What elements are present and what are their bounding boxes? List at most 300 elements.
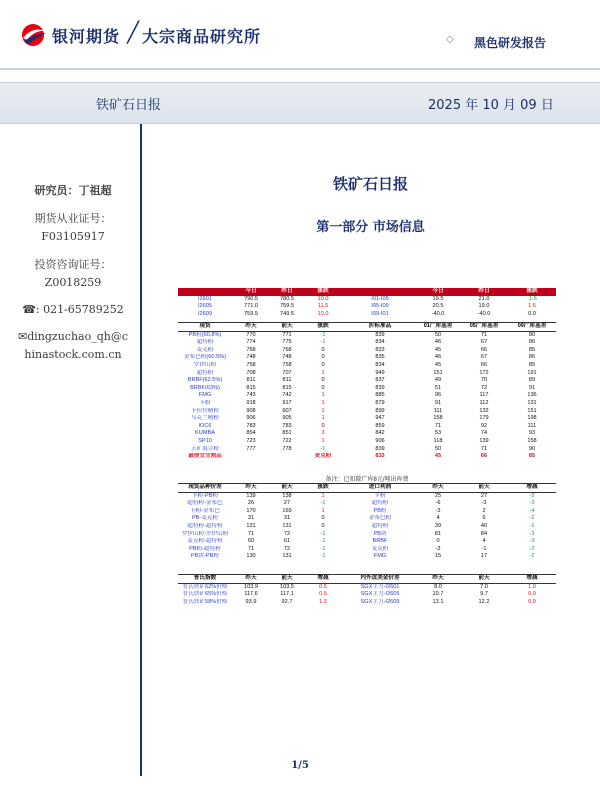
consult-label: 投资咨询证号： — [34, 258, 112, 271]
table-cell: 758 — [282, 361, 292, 368]
table-cell: 758 — [246, 361, 256, 368]
best-delivery-row — [178, 453, 556, 461]
diamond-icon: ◇ — [446, 34, 454, 45]
table-cell: 89 — [528, 377, 536, 384]
table-cell: 748 — [282, 354, 292, 361]
table-cell: 775 — [282, 339, 292, 346]
table-cell: 涨跌 — [317, 484, 329, 490]
table-cell: I2601 — [198, 295, 212, 302]
table-cell: 71 — [480, 331, 488, 338]
table-cell: 前天 — [478, 484, 490, 490]
spot-table — [178, 322, 556, 461]
table-cell: 131 — [527, 399, 537, 406]
futures-table — [178, 288, 556, 318]
table-cell: -2 — [529, 545, 535, 552]
table-cell: 1.5 — [528, 303, 536, 310]
table-cell: -3 — [529, 538, 535, 545]
table-cell: -3 — [529, 530, 535, 537]
table-cell: 50 — [434, 445, 442, 452]
table-cell: 947 — [375, 415, 385, 422]
table-cell: 13.1 — [432, 598, 444, 605]
table-header-row — [178, 322, 556, 332]
email-line-1[interactable]: ✉dingzuchao_qh@c — [18, 330, 128, 343]
table-cell: 09广库基差 — [517, 323, 547, 329]
table-cell: I2605 — [198, 303, 212, 310]
table-cell: 151 — [527, 407, 537, 414]
table-cell: SGX主力-I2605 — [360, 591, 400, 598]
table-cell: 53 — [434, 430, 442, 437]
table-cell: 05广库基差 — [469, 323, 499, 329]
table-cell: 131 — [282, 522, 292, 529]
report-type: 黑色研发报告 — [474, 36, 547, 50]
table-cell: 748 — [246, 354, 256, 361]
table-row — [178, 515, 556, 523]
table-cell: 6 — [482, 515, 486, 522]
table-row — [178, 599, 556, 607]
table-cell: 31 — [247, 515, 255, 522]
table-cell: I05-I09 — [371, 303, 389, 310]
table-row — [178, 303, 556, 311]
table-cell: 0 — [321, 522, 325, 529]
table-cell: 前天 — [478, 575, 490, 581]
table-cell: 普氏铁矿62%价格 — [182, 583, 228, 590]
band-title: 铁矿石日报 — [96, 98, 162, 113]
table-cell: 71 — [434, 422, 442, 429]
table-cell: 卡拉拉精粉 — [191, 407, 219, 414]
table-cell: PB粉-超特粉 — [189, 545, 221, 552]
table-cell: 1 — [321, 399, 325, 406]
table-cell: 811 — [246, 377, 256, 384]
phone: ☎: 021-65789252 — [22, 303, 124, 316]
table-row — [178, 591, 556, 599]
table-cell: 21.0 — [478, 295, 490, 302]
table-cell: BRBF(62.5%) — [187, 377, 223, 384]
table-cell: 91 — [434, 399, 442, 406]
table-cell: 112 — [479, 399, 489, 406]
table-cell: 777 — [246, 445, 256, 452]
table-cell: 71 — [480, 445, 488, 452]
table-cell: 普氏指数 — [193, 575, 217, 581]
table-cell: 839 — [375, 445, 385, 452]
table-cell: 103.5 — [280, 583, 294, 590]
table-cell: 现货 — [199, 323, 211, 329]
table-cell: 11.5 — [317, 303, 329, 310]
table-cell: 723 — [246, 437, 256, 444]
table-cell: 93 — [528, 430, 536, 437]
table-cell: FMG — [198, 392, 212, 399]
table-cell: 19.0 — [478, 303, 490, 310]
table-cell: 45 — [434, 361, 442, 368]
table-cell: 66 — [480, 453, 488, 460]
table-cell: 进口利润 — [368, 484, 392, 490]
table-cell: 8.0 — [434, 583, 442, 590]
table-cell: KUMBA — [195, 430, 215, 437]
table-cell: 罗伊山粉-罗伊山粉 — [181, 530, 229, 537]
table-cell: 罗伊山粉 — [193, 361, 217, 368]
table-cell: 118 — [433, 437, 443, 444]
table-cell: -1 — [320, 500, 326, 507]
table-cell: 增减 — [526, 484, 538, 490]
table-cell: 749.5 — [280, 310, 294, 317]
table-cell: 01广库基差 — [423, 323, 453, 329]
table-cell: -1.5 — [527, 295, 537, 302]
table-cell: -1 — [320, 538, 326, 545]
table-cell: 1 — [321, 369, 325, 376]
table-cell: 0 — [321, 346, 325, 353]
table-cell: 0 — [321, 422, 325, 429]
table-cell: 136 — [527, 392, 537, 399]
table-cell: 17 — [480, 553, 488, 560]
table-cell: 722 — [282, 437, 292, 444]
table-cell: 770 — [246, 331, 256, 338]
table-row — [178, 584, 556, 592]
table-cell: 0 — [321, 354, 325, 361]
table-cell: 839 — [375, 331, 385, 338]
table-cell: I2609 — [198, 310, 212, 317]
table-cell: 93.9 — [245, 598, 257, 605]
table-cell: 783 — [282, 422, 292, 429]
table-cell: -1 — [529, 522, 535, 529]
consult-number: Z0018259 — [44, 276, 102, 289]
index-table — [178, 574, 556, 606]
table-cell: 811 — [282, 377, 292, 384]
table-cell: 最便宜交割品 — [188, 453, 222, 460]
table-cell: 昨天 — [245, 323, 257, 329]
table-row — [178, 438, 556, 446]
table-cell: 837 — [375, 377, 385, 384]
table-cell: 71 — [247, 530, 255, 537]
table-cell: 71 — [247, 545, 255, 552]
logo-divider: ╱ — [127, 20, 140, 44]
table-cell: 879 — [375, 399, 385, 406]
table-cell: 111 — [433, 407, 443, 414]
table-row — [178, 408, 556, 416]
email-line-2[interactable]: hinastock.com.cn — [24, 348, 122, 361]
table-row — [178, 430, 556, 438]
table-cell: 0 — [321, 361, 325, 368]
table-row — [178, 377, 556, 385]
table-cell: 949 — [375, 369, 385, 376]
table-cell: I01-I05 — [371, 295, 389, 302]
table-cell: 增减 — [526, 575, 538, 581]
table-row — [178, 500, 556, 508]
table-row — [178, 553, 556, 561]
galaxy-logo-icon — [18, 22, 48, 48]
table-cell: -1 — [320, 339, 326, 346]
table-cell: 昨日 — [281, 288, 293, 294]
table-cell: 普氏铁矿65%价格 — [182, 591, 228, 598]
license-label: 期货从业证号： — [34, 212, 112, 225]
table-cell: 131 — [246, 522, 256, 529]
table-cell: 778 — [282, 445, 292, 452]
table-cell: 117 — [479, 392, 489, 399]
table-cell: 61 — [283, 538, 291, 545]
table-cell: 906 — [246, 415, 256, 422]
table-cell: 超特粉-超特粉 — [187, 522, 223, 529]
table-cell: BRBF(63%) — [190, 384, 220, 391]
table-cell: 92 — [480, 422, 488, 429]
table-cell: 138 — [282, 492, 292, 499]
table-cell: 卡粉-PB粉 — [191, 492, 219, 499]
table-cell: 96 — [434, 392, 442, 399]
table-cell: 759.5 — [280, 303, 294, 310]
table-cell: 707 — [282, 369, 292, 376]
table-row — [178, 347, 556, 355]
table-cell: 普氏铁矿58%价格 — [182, 598, 228, 605]
table-cell: 85 — [528, 346, 536, 353]
table-row — [178, 311, 556, 319]
table-cell: 833 — [375, 453, 385, 460]
table-cell: 908 — [246, 407, 256, 414]
table-cell: 70 — [480, 377, 488, 384]
table-cell: 现货品种价差 — [188, 484, 222, 490]
table-row — [178, 538, 556, 546]
table-cell: 超特粉 — [196, 369, 214, 376]
table-cell: 0 — [321, 377, 325, 384]
table-cell: 4 — [482, 538, 486, 545]
table-cell: PB块 — [373, 530, 387, 537]
table-cell: 4 — [436, 515, 440, 522]
table-cell: PB-麦克粉 — [191, 515, 219, 522]
table-cell: 1.3 — [319, 598, 327, 605]
table-cell: 834 — [375, 361, 385, 368]
company-name: 银河期货 — [52, 27, 121, 46]
table-row — [178, 339, 556, 347]
table-cell: 昨天 — [432, 575, 444, 581]
main-title: 铁矿石日报 — [332, 175, 408, 193]
table-cell: 170 — [246, 507, 256, 514]
table-cell: 折标准品 — [368, 323, 392, 329]
table-row — [178, 493, 556, 501]
table-cell: 179 — [479, 415, 489, 422]
table-cell: 839 — [375, 384, 385, 391]
table-cell: 2 — [482, 507, 486, 514]
table-row — [178, 446, 556, 454]
table-row — [178, 370, 556, 378]
table-cell: 今日 — [245, 288, 257, 294]
page-number: 1/5 — [291, 760, 309, 771]
table-cell: 151 — [433, 369, 443, 376]
table-cell: 771 — [282, 331, 292, 338]
table-cell: 139 — [246, 492, 256, 499]
table-row — [178, 332, 556, 340]
table-cell: 25 — [434, 492, 442, 499]
table-cell: 1 — [321, 507, 325, 514]
table-cell: 增减 — [317, 575, 329, 581]
table-cell: -3 — [481, 500, 487, 507]
table-row — [178, 400, 556, 408]
table-cell: -6 — [435, 500, 441, 507]
table-cell: 72 — [283, 530, 291, 537]
table-cell: 19.5 — [432, 295, 444, 302]
table-cell: 27 — [480, 492, 488, 499]
table-cell: -40.0 — [431, 310, 445, 317]
table-cell: PB粉(60.8%) — [188, 331, 222, 338]
table-cell: 前天 — [281, 323, 293, 329]
table-cell: 涨跌 — [317, 323, 329, 329]
table-cell: 39 — [434, 522, 442, 529]
table-cell: 内外盘美金价差 — [360, 575, 400, 581]
table-cell: 66 — [480, 361, 488, 368]
table-row — [178, 508, 556, 516]
table-cell: IOC6 — [198, 422, 212, 429]
table-cell: 834 — [375, 339, 385, 346]
section-title: 第一部分 市场信息 — [316, 220, 425, 235]
table-cell: -1 — [320, 445, 326, 452]
table-cell: 今日 — [432, 288, 444, 294]
table-cell: 12.2 — [478, 598, 490, 605]
table-cell: -3 — [435, 507, 441, 514]
table-cell: 10.0 — [317, 295, 329, 302]
table-cell: 783 — [246, 422, 256, 429]
table-cell: BRBF — [372, 538, 388, 545]
table-header-row — [178, 288, 556, 296]
table-cell: 768 — [246, 346, 256, 353]
table-cell: 45 — [434, 346, 442, 353]
table-cell: 81 — [434, 530, 442, 537]
table-cell: 昨天 — [432, 484, 444, 490]
table-cell: 9.7 — [480, 591, 488, 598]
table-cell: 49 — [434, 377, 442, 384]
table-cell: 10.0 — [317, 310, 329, 317]
table-cell: -1 — [481, 545, 487, 552]
table-cell: 86 — [528, 339, 536, 346]
table-row — [178, 385, 556, 393]
table-cell: 743 — [246, 392, 256, 399]
table-cell: 27 — [283, 500, 291, 507]
table-cell: 66 — [480, 346, 488, 353]
table-cell: 麦克粉 — [314, 453, 332, 460]
table-cell: 198 — [527, 415, 537, 422]
table-cell: 906 — [375, 437, 385, 444]
table-cell: 1.0 — [528, 583, 536, 590]
table-cell: 790.5 — [244, 295, 258, 302]
table-cell: -40.0 — [477, 310, 491, 317]
table-row — [178, 523, 556, 531]
table-cell: 854 — [246, 430, 256, 437]
table-cell: 742 — [282, 392, 292, 399]
table-cell: 卡粉 — [374, 492, 386, 499]
table-cell: 85 — [528, 453, 536, 460]
table-cell: 1 — [321, 492, 325, 499]
table-cell: 158 — [433, 415, 443, 422]
table-cell: 金布巴粉 — [368, 515, 392, 522]
table-cell: 905 — [282, 415, 292, 422]
page-header — [0, 0, 600, 70]
table-cell: -2 — [529, 492, 535, 499]
table-cell: 0.5 — [319, 591, 327, 598]
table-cell: 103.9 — [244, 583, 258, 590]
table-cell: 0.0 — [528, 310, 536, 317]
table-cell: 超特粉-金布巴 — [187, 500, 223, 507]
header-divider — [0, 68, 600, 70]
table-cell: 0 — [321, 384, 325, 391]
table-cell: 7.0 — [480, 583, 488, 590]
table-cell: 10.7 — [432, 591, 444, 598]
table-cell: 67 — [480, 354, 488, 361]
table-cell: 51 — [434, 384, 442, 391]
table-cell: FMG — [373, 553, 387, 560]
table-cell: 835 — [375, 354, 385, 361]
table-cell: 899 — [375, 407, 385, 414]
table-row — [178, 423, 556, 431]
table-cell: PB块-PB粉 — [191, 553, 219, 560]
table-cell: 前天 — [281, 484, 293, 490]
table-cell: 46 — [434, 339, 442, 346]
table-cell: 五矿混合粉 — [191, 445, 219, 452]
table-cell: 超特粉 — [196, 339, 214, 346]
table-cell: 昨天 — [245, 575, 257, 581]
license-number: F03105917 — [41, 230, 105, 243]
table-cell: 60 — [247, 538, 255, 545]
table-cell: -3 — [529, 500, 535, 507]
table-cell: 72 — [283, 545, 291, 552]
table-cell: 139 — [479, 437, 489, 444]
table-cell: 842 — [375, 430, 385, 437]
table-cell: 20.5 — [432, 303, 444, 310]
table-header-row — [178, 483, 556, 493]
table-cell: 涨跌 — [526, 288, 538, 294]
table-cell: 麦克粉 — [371, 545, 389, 552]
table-cell: 金布巴粉(60.5%) — [184, 354, 226, 361]
table-cell: 84 — [480, 530, 488, 537]
table-cell: 780.5 — [280, 295, 294, 302]
table-cell: 774 — [246, 339, 256, 346]
table-cell: 86 — [528, 354, 536, 361]
table-note: 备注：已扣除广库8元/吨出库费 — [325, 477, 409, 483]
table-cell: -3 — [435, 545, 441, 552]
report-date: 2025 年 10 月 09 日 — [428, 98, 554, 113]
table-cell: 885 — [375, 392, 385, 399]
table-cell: 851 — [282, 430, 292, 437]
table-cell: 117.1 — [280, 591, 294, 598]
table-cell: 26 — [247, 500, 255, 507]
table-cell: 46 — [434, 354, 442, 361]
table-cell: 158 — [527, 437, 537, 444]
table-cell: 759.5 — [244, 310, 258, 317]
table-cell: 3 — [321, 430, 325, 437]
table-cell: 15 — [434, 553, 442, 560]
table-cell: 85 — [528, 361, 536, 368]
table-cell: 卡粉-金布巴 — [190, 507, 220, 514]
table-cell: 卡粉 — [199, 399, 211, 406]
table-cell: 1 — [321, 407, 325, 414]
table-cell: SP10 — [198, 437, 212, 444]
table-row — [178, 392, 556, 400]
table-cell: -2 — [529, 553, 535, 560]
table-row — [178, 354, 556, 362]
table-cell: 50 — [434, 331, 442, 338]
table-cell: 132 — [479, 407, 489, 414]
table-row — [178, 415, 556, 423]
table-header-row — [178, 574, 556, 584]
table-cell: 涨跌 — [317, 288, 329, 294]
table-cell: 0.9 — [528, 598, 536, 605]
table-cell: 麦克粉 — [196, 346, 214, 353]
table-cell: 859 — [375, 422, 385, 429]
table-cell: 169 — [282, 507, 292, 514]
table-cell: 72 — [480, 384, 488, 391]
table-cell: 1 — [321, 392, 325, 399]
table-cell: 91 — [528, 384, 536, 391]
table-cell: -1 — [320, 530, 326, 537]
table-cell: 90 — [528, 445, 536, 452]
table-cell: 45 — [434, 453, 442, 460]
table-cell: 708 — [246, 369, 256, 376]
table-cell: 74 — [480, 430, 488, 437]
table-cell: 0.5 — [319, 583, 327, 590]
table-row — [178, 531, 556, 539]
